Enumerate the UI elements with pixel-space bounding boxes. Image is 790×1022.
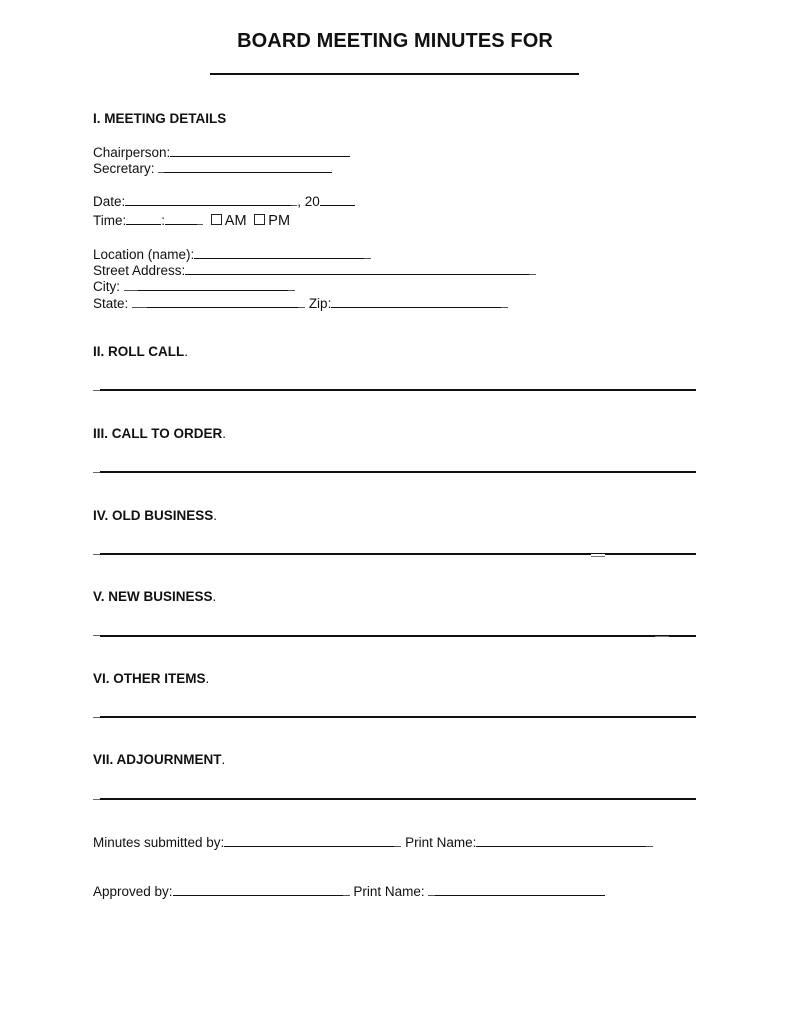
state-lead xyxy=(132,295,147,308)
title-blank-line[interactable] xyxy=(210,73,579,75)
new-business-field[interactable] xyxy=(100,635,696,637)
old-business-field[interactable] xyxy=(100,553,696,555)
adjournment-field[interactable] xyxy=(100,798,696,800)
section-suffix: . xyxy=(184,344,189,359)
secretary-row xyxy=(93,160,332,176)
location-tail xyxy=(364,246,371,259)
time-minute-field[interactable] xyxy=(165,212,197,225)
other-items-lead xyxy=(93,717,100,718)
city-row xyxy=(93,278,295,294)
document-title: BOARD MEETING MINUTES FOR xyxy=(237,30,553,52)
city-label: City: xyxy=(93,279,120,294)
call-to-order-lead xyxy=(93,472,100,473)
submitted-by-tail xyxy=(394,834,401,847)
section-suffix: . xyxy=(221,752,226,767)
pm-label: PM xyxy=(268,213,291,229)
state-tail xyxy=(298,295,305,308)
line-gap-lead xyxy=(655,636,669,637)
pm-checkbox[interactable] xyxy=(254,214,265,225)
time-hour-field[interactable] xyxy=(126,212,161,225)
other-items-field[interactable] xyxy=(100,716,696,718)
am-checkbox[interactable] xyxy=(211,214,222,225)
street-tail xyxy=(529,262,536,275)
state-label: State: xyxy=(93,296,129,311)
new-business-lead xyxy=(93,635,100,636)
chairperson-label: Chairperson: xyxy=(93,145,171,160)
section-heading-other-items xyxy=(93,671,209,686)
section-title: II. ROLL CALL xyxy=(93,344,185,359)
city-field[interactable] xyxy=(138,278,288,291)
chairperson-field[interactable] xyxy=(170,144,350,157)
call-to-order-field[interactable] xyxy=(100,471,696,473)
state-zip-row xyxy=(93,295,508,311)
year-field[interactable] xyxy=(320,193,355,206)
am-label: AM xyxy=(224,213,247,229)
time-tail xyxy=(197,212,203,225)
approved-by-row xyxy=(93,883,605,899)
section-heading-new-business xyxy=(93,589,216,604)
submitted-by-row xyxy=(93,834,653,850)
submitted-by-field[interactable] xyxy=(224,834,394,847)
section-suffix: . xyxy=(212,589,217,604)
date-row xyxy=(93,193,355,209)
secretary-label: Secretary: xyxy=(93,161,155,176)
section-title: V. NEW BUSINESS xyxy=(93,589,213,604)
section-heading-roll-call xyxy=(93,344,188,359)
date-label: Date: xyxy=(93,194,126,209)
secretary-field[interactable] xyxy=(164,160,332,173)
zip-label: Zip: xyxy=(308,296,332,311)
approved-by-tail xyxy=(343,883,350,896)
street-field[interactable] xyxy=(185,262,529,275)
approved-print-name-label: Print Name: xyxy=(353,884,425,899)
section-suffix: . xyxy=(205,671,210,686)
section-title: III. CALL TO ORDER xyxy=(93,426,223,441)
adjournment-lead xyxy=(93,799,100,800)
roll-call-lead xyxy=(93,390,100,391)
time-row xyxy=(93,212,290,229)
year-prefix: , 20 xyxy=(297,194,320,209)
date-field[interactable] xyxy=(125,193,291,206)
location-row xyxy=(93,246,371,262)
time-separator: : xyxy=(161,213,166,228)
section-title: VI. OTHER ITEMS xyxy=(93,671,206,686)
chairperson-row xyxy=(93,144,350,160)
section-suffix: . xyxy=(213,508,218,523)
section-title: IV. OLD BUSINESS xyxy=(93,508,214,523)
approved-by-label: Approved by: xyxy=(93,884,173,899)
section-heading-meeting-details: I. MEETING DETAILS xyxy=(93,111,227,126)
approved-print-name-lead xyxy=(428,883,435,896)
city-tail xyxy=(288,278,295,291)
roll-call-field[interactable] xyxy=(100,389,696,391)
location-label: Location (name): xyxy=(93,247,195,262)
state-field[interactable] xyxy=(147,295,298,308)
old-business-lead xyxy=(93,554,100,555)
section-heading-adjournment xyxy=(93,752,225,767)
line-gap-lead xyxy=(591,556,605,557)
zip-tail xyxy=(501,295,508,308)
submitted-print-name-field[interactable] xyxy=(476,834,646,847)
location-field[interactable] xyxy=(194,246,364,259)
approved-by-field[interactable] xyxy=(173,883,343,896)
submitted-print-name-label: Print Name: xyxy=(405,835,477,850)
section-suffix: . xyxy=(222,426,227,441)
city-lead xyxy=(124,278,138,291)
section-heading-old-business xyxy=(93,508,217,523)
submitted-by-label: Minutes submitted by: xyxy=(93,835,225,850)
submitted-print-name-tail xyxy=(646,834,653,847)
zip-field[interactable] xyxy=(331,295,501,308)
section-heading-call-to-order xyxy=(93,426,226,441)
time-label: Time: xyxy=(93,213,127,228)
approved-print-name-field[interactable] xyxy=(435,883,605,896)
street-row xyxy=(93,262,536,278)
section-title: VII. ADJOURNMENT xyxy=(93,752,222,767)
street-label: Street Address: xyxy=(93,263,186,278)
